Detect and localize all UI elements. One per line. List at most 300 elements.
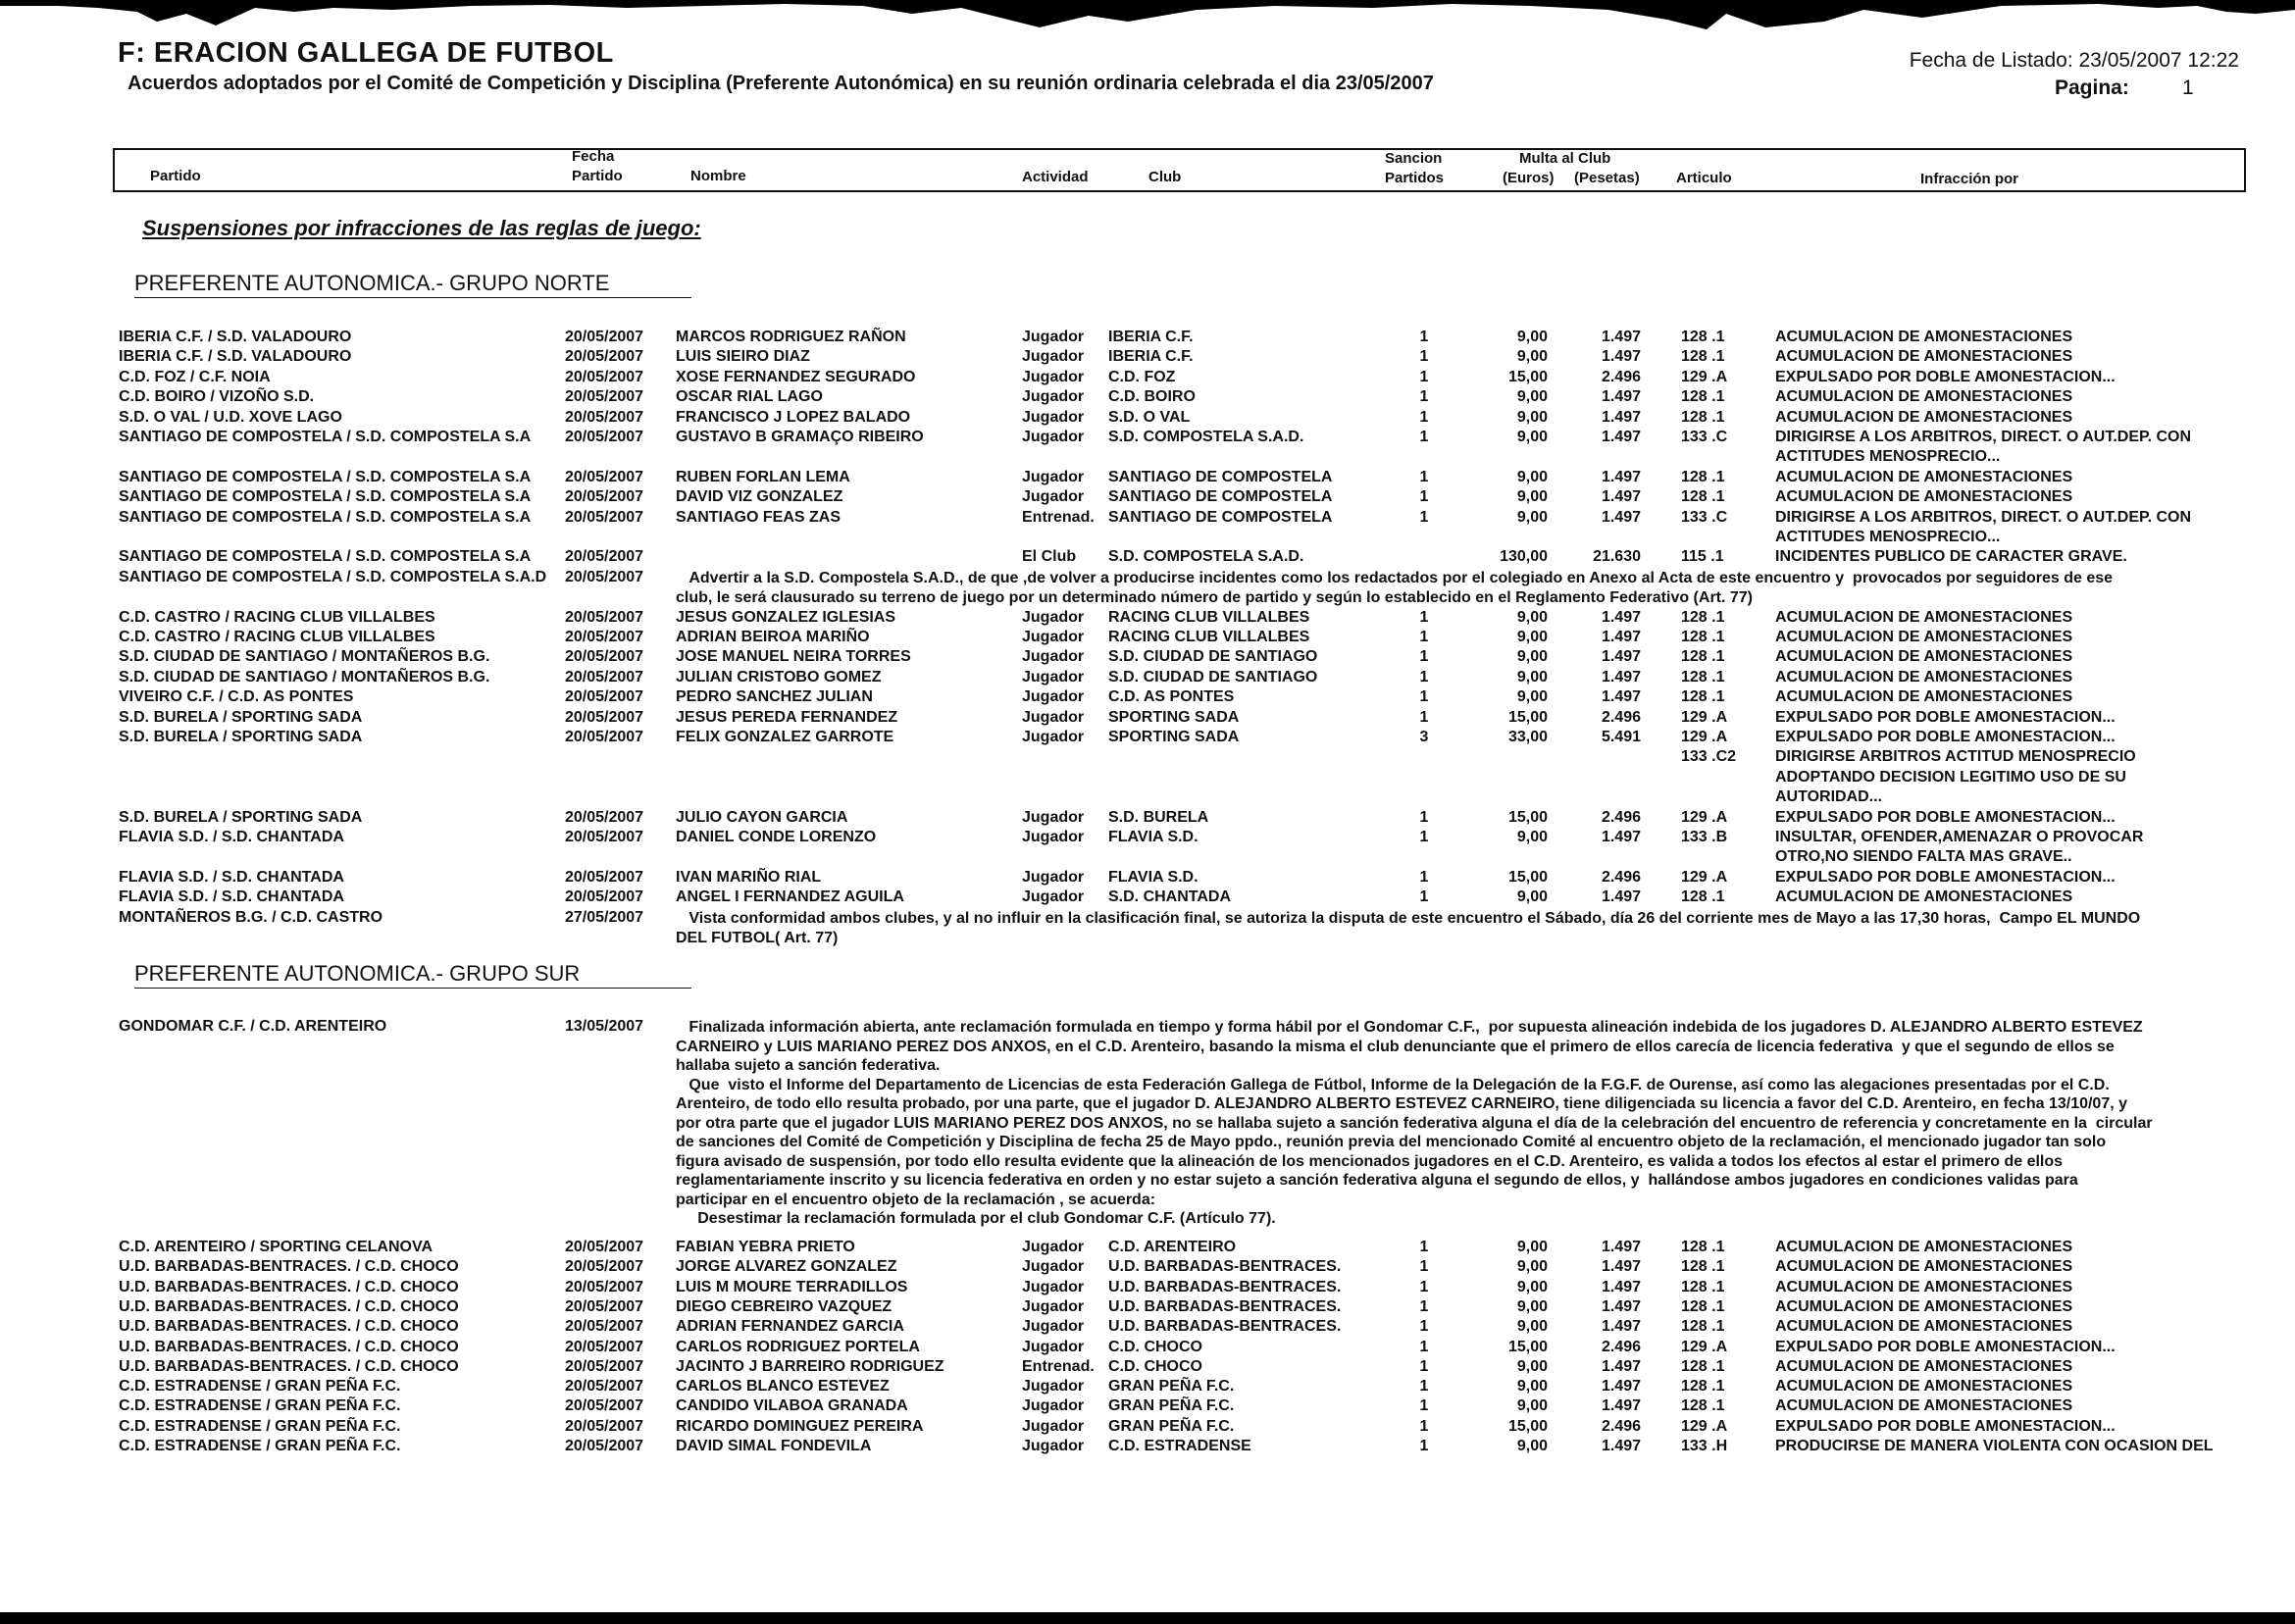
cell-articulo: 128 .1: [1681, 668, 1725, 685]
table-row: [0, 408, 2295, 428]
cell-infraccion: ACUMULACION DE AMONESTACIONES: [1775, 388, 2073, 406]
cell-fecha: 27/05/2007: [565, 908, 644, 926]
cell-partido: U.D. BARBADAS-BENTRACES. / C.D. CHOCO: [119, 1258, 459, 1276]
cell-pesetas: 1.497: [1601, 1297, 1641, 1315]
cell-pesetas: 1.497: [1601, 1378, 1641, 1396]
cell-infraccion: ACUMULACION DE AMONESTACIONES: [1775, 468, 2073, 485]
cell-nombre: LUIS SIEIRO DIAZ: [676, 348, 810, 366]
col-fecha-line1: Fecha: [572, 148, 615, 165]
cell-sancion: 1: [1419, 408, 1429, 426]
cell-articulo: 133 .C2: [1681, 748, 1737, 766]
cell-actividad: Jugador: [1022, 329, 1085, 345]
group-heading-norte: PREFERENTE AUTONOMICA.- GRUPO NORTE: [134, 271, 691, 298]
cell-euros: 9,00: [1516, 1318, 1548, 1336]
cell-partido: C.D. ESTRADENSE / GRAN PEÑA F.C.: [119, 1378, 401, 1396]
cell-euros: 9,00: [1516, 429, 1548, 445]
cell-euros: 9,00: [1516, 348, 1548, 366]
cell-club: S.D. CHANTADA: [1108, 888, 1232, 906]
cell-pesetas: 21.630: [1593, 548, 1641, 566]
table-row: [0, 1417, 2295, 1437]
table-row-continuation: [0, 787, 2295, 807]
cell-infraccion: EXPULSADO POR DOBLE AMONESTACION...: [1775, 868, 2116, 886]
cell-actividad: Entrenad.: [1022, 508, 1095, 526]
cell-infraccion: EXPULSADO POR DOBLE AMONESTACION...: [1775, 729, 2116, 745]
cell-club: RACING CLUB VILLALBES: [1108, 629, 1310, 645]
cell-partido: IBERIA C.F. / S.D. VALADOURO: [119, 329, 352, 345]
cell-sancion: 1: [1419, 1318, 1429, 1336]
cell-partido: C.D. ESTRADENSE / GRAN PEÑA F.C.: [119, 1397, 401, 1415]
cell-club: FLAVIA S.D.: [1108, 829, 1198, 845]
cell-euros: 9,00: [1516, 1297, 1548, 1315]
table-row-continuation: [0, 747, 2295, 767]
cell-fecha: 20/05/2007: [565, 548, 644, 566]
cell-nombre: JULIO CAYON GARCIA: [676, 808, 848, 826]
cell-sancion: 1: [1419, 1357, 1429, 1375]
cell-nombre: JOSE MANUEL NEIRA TORRES: [676, 648, 911, 666]
cell-club: RACING CLUB VILLALBES: [1108, 608, 1310, 626]
cell-euros: 130,00: [1500, 548, 1548, 566]
cell-actividad: Jugador: [1022, 1438, 1085, 1454]
cell-articulo: 128 .1: [1681, 1239, 1725, 1255]
cell-infraccion: ACUMULACION DE AMONESTACIONES: [1775, 1297, 2073, 1315]
cell-pesetas: 1.497: [1601, 648, 1641, 666]
col-nombre: Nombre: [690, 168, 746, 184]
cell-euros: 15,00: [1507, 1417, 1548, 1435]
table-row: [0, 1437, 2295, 1456]
cell-infraccion: ACUMULACION DE AMONESTACIONES: [1775, 1318, 2073, 1336]
cell-infraccion: DIRIGIRSE A LOS ARBITROS, DIRECT. O AUT.DEP. CON: [1775, 508, 2192, 526]
cell-euros: 9,00: [1516, 648, 1548, 666]
cell-partido: FLAVIA S.D. / S.D. CHANTADA: [119, 829, 344, 845]
cell-fecha: 20/05/2007: [565, 648, 644, 666]
cell-fecha: 20/05/2007: [565, 329, 644, 345]
resolution-note: Vista conformidad ambos clubes, y al no influir en la clasificación final, se autoriza la disputa de este encuentro el Sábado, día 26 del corriente mes de Mayo a las 17,30 horas, Campo EL MUNDO DEL FUTBOL( Art. 77): [676, 909, 2141, 946]
cell-sancion: 1: [1419, 648, 1429, 666]
cell-partido: IBERIA C.F. / S.D. VALADOURO: [119, 348, 352, 366]
cell-articulo: 129 .A: [1681, 1417, 1728, 1435]
cell-fecha: 20/05/2007: [565, 1297, 644, 1315]
col-partido: Partido: [150, 168, 201, 184]
cell-actividad: Jugador: [1022, 668, 1085, 685]
cell-partido: C.D. ESTRADENSE / GRAN PEÑA F.C.: [119, 1438, 401, 1454]
cell-actividad: Jugador: [1022, 688, 1085, 706]
cell-partido: U.D. BARBADAS-BENTRACES. / C.D. CHOCO: [119, 1338, 459, 1355]
cell-articulo: 129 .A: [1681, 368, 1728, 385]
cell-euros: 9,00: [1516, 668, 1548, 685]
cell-pesetas: 1.497: [1601, 888, 1641, 906]
table-row: [0, 1377, 2295, 1396]
cell-actividad: Jugador: [1022, 1338, 1085, 1355]
cell-sancion: 1: [1419, 348, 1429, 366]
cell-articulo: 128 .1: [1681, 888, 1725, 906]
cell-nombre: CARLOS RODRIGUEZ PORTELA: [676, 1338, 920, 1355]
cell-pesetas: 1.497: [1601, 329, 1641, 345]
cell-fecha: 20/05/2007: [565, 629, 644, 645]
cell-club: C.D. CHOCO: [1108, 1357, 1202, 1375]
cell-sancion: 1: [1419, 429, 1429, 445]
cell-nombre: LUIS M MOURE TERRADILLOS: [676, 1278, 908, 1295]
section-title: Suspensiones por infracciones de las reglas de juego:: [142, 216, 701, 240]
cell-club: U.D. BARBADAS-BENTRACES.: [1108, 1278, 1342, 1295]
cell-euros: 9,00: [1516, 1378, 1548, 1396]
table-row: [0, 1257, 2295, 1277]
cell-partido: GONDOMAR C.F. / C.D. ARENTEIRO: [119, 1018, 387, 1035]
cell-infraccion: ACUMULACION DE AMONESTACIONES: [1775, 629, 2073, 645]
cell-nombre: JESUS GONZALEZ IGLESIAS: [676, 608, 896, 626]
table-row: [0, 668, 2295, 687]
cell-actividad: Jugador: [1022, 888, 1085, 906]
cell-nombre: ADRIAN FERNANDEZ GARCIA: [676, 1318, 904, 1336]
cell-euros: 9,00: [1516, 608, 1548, 626]
cell-actividad: Jugador: [1022, 1278, 1085, 1295]
cell-infraccion: DIRIGIRSE ARBITROS ACTITUD MENOSPRECIO: [1775, 748, 2136, 766]
cell-articulo: 128 .1: [1681, 1297, 1725, 1315]
cell-sancion: 1: [1419, 1258, 1429, 1276]
cell-pesetas: 2.496: [1601, 708, 1641, 726]
table-row-continuation: [0, 847, 2295, 867]
cell-infraccion: ACTITUDES MENOSPRECIO...: [1775, 448, 2001, 466]
cell-fecha: 20/05/2007: [565, 888, 644, 906]
cell-nombre: ANGEL I FERNANDEZ AGUILA: [676, 888, 904, 906]
cell-articulo: 128 .1: [1681, 348, 1725, 366]
cell-infraccion: ACUMULACION DE AMONESTACIONES: [1775, 1397, 2073, 1415]
cell-nombre: CARLOS BLANCO ESTEVEZ: [676, 1378, 890, 1396]
cell-nombre: JESUS PEREDA FERNANDEZ: [676, 708, 898, 726]
cell-euros: 9,00: [1516, 1239, 1548, 1255]
col-fecha-line2: Partido: [572, 168, 623, 184]
cell-actividad: Jugador: [1022, 1378, 1085, 1396]
cell-fecha: 20/05/2007: [565, 1357, 644, 1375]
table-row-continuation: [0, 768, 2295, 787]
cell-club: C.D. BOIRO: [1108, 388, 1196, 406]
cell-pesetas: 2.496: [1601, 1417, 1641, 1435]
table-row: [0, 808, 2295, 828]
cell-club: S.D. COMPOSTELA S.A.D.: [1108, 429, 1304, 445]
cell-actividad: Jugador: [1022, 408, 1085, 426]
cell-fecha: 20/05/2007: [565, 1417, 644, 1435]
cell-pesetas: 1.497: [1601, 668, 1641, 685]
cell-actividad: Jugador: [1022, 1239, 1085, 1255]
table-row: [0, 328, 2295, 347]
cell-pesetas: 1.497: [1601, 688, 1641, 706]
cell-club: S.D. CIUDAD DE SANTIAGO: [1108, 668, 1318, 685]
cell-sancion: 3: [1419, 729, 1429, 745]
table-row: [0, 687, 2295, 707]
table-row: [0, 708, 2295, 728]
cell-nombre: SANTIAGO FEAS ZAS: [676, 508, 842, 526]
col-actividad: Actividad: [1022, 169, 1089, 185]
cell-euros: 9,00: [1516, 508, 1548, 526]
cell-articulo: 133 .C: [1681, 429, 1728, 445]
cell-euros: 15,00: [1507, 708, 1548, 726]
table-row: [0, 828, 2295, 847]
cell-articulo: 129 .A: [1681, 708, 1728, 726]
col-club: Club: [1148, 169, 1182, 185]
col-articulo: Articulo: [1676, 170, 1732, 186]
cell-partido: S.D. BURELA / SPORTING SADA: [119, 729, 363, 745]
cell-pesetas: 1.497: [1601, 829, 1641, 845]
cell-euros: 15,00: [1507, 868, 1548, 886]
cell-partido: S.D. O VAL / U.D. XOVE LAGO: [119, 408, 342, 426]
cell-infraccion: EXPULSADO POR DOBLE AMONESTACION...: [1775, 1417, 2116, 1435]
cell-actividad: Jugador: [1022, 868, 1085, 886]
cell-pesetas: 1.497: [1601, 1357, 1641, 1375]
cell-partido: C.D. ESTRADENSE / GRAN PEÑA F.C.: [119, 1417, 401, 1435]
cell-nombre: JORGE ALVAREZ GONZALEZ: [676, 1258, 897, 1276]
cell-euros: 9,00: [1516, 688, 1548, 706]
cell-euros: 9,00: [1516, 388, 1548, 406]
cell-sancion: 1: [1419, 1297, 1429, 1315]
cell-club: FLAVIA S.D.: [1108, 868, 1198, 886]
cell-actividad: Jugador: [1022, 829, 1085, 845]
cell-euros: 15,00: [1507, 808, 1548, 826]
cell-pesetas: 1.497: [1601, 348, 1641, 366]
cell-fecha: 20/05/2007: [565, 608, 644, 626]
cell-infraccion: ACUMULACION DE AMONESTACIONES: [1775, 688, 2073, 706]
cell-euros: 9,00: [1516, 329, 1548, 345]
cell-actividad: Jugador: [1022, 348, 1085, 366]
col-euros: (Euros): [1503, 170, 1555, 186]
table-row: [0, 468, 2295, 487]
cell-euros: 9,00: [1516, 1278, 1548, 1295]
cell-fecha: 20/05/2007: [565, 388, 644, 406]
cell-fecha: 20/05/2007: [565, 1338, 644, 1355]
table-row: [0, 347, 2295, 367]
cell-club: U.D. BARBADAS-BENTRACES.: [1108, 1318, 1342, 1336]
table-row: [0, 628, 2295, 647]
resolution-note: Advertir a la S.D. Compostela S.A.D., de que ,de volver a producirse incidentes como los redactados por el colegiado en Anexo al Acta de este encuentro y provocados por seguidores de ese club, le será clausurado su terreno de juego por un determinado número de partido y según lo establecido en el Reglamento Federativo (Art. 77): [676, 569, 2114, 606]
cell-fecha: 20/05/2007: [565, 729, 644, 745]
cell-club: C.D. CHOCO: [1108, 1338, 1202, 1355]
cell-pesetas: 2.496: [1601, 868, 1641, 886]
cell-pesetas: 2.496: [1601, 1338, 1641, 1355]
cell-infraccion: EXPULSADO POR DOBLE AMONESTACION...: [1775, 1338, 2116, 1355]
cell-partido: FLAVIA S.D. / S.D. CHANTADA: [119, 868, 344, 886]
cell-actividad: Jugador: [1022, 708, 1085, 726]
cell-sancion: 1: [1419, 388, 1429, 406]
cell-sancion: 1: [1419, 1378, 1429, 1396]
cell-articulo: 128 .1: [1681, 648, 1725, 666]
cell-sancion: 1: [1419, 708, 1429, 726]
cell-euros: 9,00: [1516, 1258, 1548, 1276]
cell-club: SPORTING SADA: [1108, 708, 1240, 726]
cell-partido: SANTIAGO DE COMPOSTELA / S.D. COMPOSTELA S.A: [119, 468, 532, 485]
cell-club: C.D. ESTRADENSE: [1108, 1438, 1251, 1454]
cell-articulo: 128 .1: [1681, 1318, 1725, 1336]
cell-articulo: 129 .A: [1681, 729, 1728, 745]
cell-sancion: 1: [1419, 468, 1429, 485]
table-row: [0, 508, 2295, 528]
cell-infraccion: ACUMULACION DE AMONESTACIONES: [1775, 1278, 2073, 1295]
page-number: 1: [2182, 76, 2194, 99]
cell-infraccion: ACUMULACION DE AMONESTACIONES: [1775, 488, 2073, 506]
cell-club: SANTIAGO DE COMPOSTELA: [1108, 468, 1333, 485]
cell-actividad: Jugador: [1022, 1297, 1085, 1315]
cell-infraccion: ACUMULACION DE AMONESTACIONES: [1775, 329, 2073, 345]
table-row: [0, 487, 2295, 507]
cell-club: S.D. O VAL: [1108, 408, 1191, 426]
cell-partido: U.D. BARBADAS-BENTRACES. / C.D. CHOCO: [119, 1278, 459, 1295]
cell-nombre: DIEGO CEBREIRO VAZQUEZ: [676, 1297, 892, 1315]
table-row: [0, 888, 2295, 907]
cell-sancion: 1: [1419, 368, 1429, 385]
cell-infraccion: ACUMULACION DE AMONESTACIONES: [1775, 1357, 2073, 1375]
cell-club: C.D. ARENTEIRO: [1108, 1239, 1237, 1255]
col-sancion-line1: Sancion: [1385, 150, 1443, 167]
page-label: Pagina:: [2055, 76, 2129, 99]
cell-articulo: 129 .A: [1681, 868, 1728, 886]
cell-partido: C.D. BOIRO / VIZOÑO S.D.: [119, 388, 315, 406]
cell-sancion: 1: [1419, 688, 1429, 706]
cell-sancion: 1: [1419, 1417, 1429, 1435]
cell-nombre: ADRIAN BEIROA MARIÑO: [676, 629, 870, 645]
cell-sancion: 1: [1419, 488, 1429, 506]
cell-fecha: 20/05/2007: [565, 568, 644, 585]
cell-partido: C.D. CASTRO / RACING CLUB VILLALBES: [119, 629, 435, 645]
cell-club: S.D. CIUDAD DE SANTIAGO: [1108, 648, 1318, 666]
cell-nombre: DAVID SIMAL FONDEVILA: [676, 1438, 872, 1454]
cell-club: U.D. BARBADAS-BENTRACES.: [1108, 1258, 1342, 1276]
cell-infraccion: ACUMULACION DE AMONESTACIONES: [1775, 648, 2073, 666]
cell-euros: 9,00: [1516, 488, 1548, 506]
table-row: [0, 1317, 2295, 1337]
cell-fecha: 13/05/2007: [565, 1018, 644, 1035]
cell-pesetas: 1.497: [1601, 429, 1641, 445]
cell-articulo: 128 .1: [1681, 408, 1725, 426]
cell-infraccion: EXPULSADO POR DOBLE AMONESTACION...: [1775, 708, 2116, 726]
cell-pesetas: 2.496: [1601, 368, 1641, 385]
cell-fecha: 20/05/2007: [565, 1278, 644, 1295]
cell-euros: 15,00: [1507, 1338, 1548, 1355]
cell-nombre: RUBEN FORLAN LEMA: [676, 468, 850, 485]
cell-articulo: 133 .B: [1681, 829, 1728, 845]
cell-actividad: Jugador: [1022, 468, 1085, 485]
cell-articulo: 129 .A: [1681, 1338, 1728, 1355]
cell-pesetas: 1.497: [1601, 1438, 1641, 1454]
cell-partido: FLAVIA S.D. / S.D. CHANTADA: [119, 888, 344, 906]
cell-infraccion: ADOPTANDO DECISION LEGITIMO USO DE SU: [1775, 768, 2126, 786]
cell-pesetas: 1.497: [1601, 388, 1641, 406]
cell-articulo: 129 .A: [1681, 808, 1728, 826]
cell-infraccion: ACTITUDES MENOSPRECIO...: [1775, 529, 2001, 545]
cell-nombre: DAVID VIZ GONZALEZ: [676, 488, 843, 506]
cell-partido: S.D. CIUDAD DE SANTIAGO / MONTAÑEROS B.G.: [119, 648, 490, 666]
cell-fecha: 20/05/2007: [565, 829, 644, 845]
table-row: [0, 1297, 2295, 1317]
cell-actividad: El Club: [1022, 548, 1077, 566]
cell-pesetas: 1.497: [1601, 1258, 1641, 1276]
cell-fecha: 20/05/2007: [565, 688, 644, 706]
cell-club: SANTIAGO DE COMPOSTELA: [1108, 488, 1333, 506]
cell-club: S.D. COMPOSTELA S.A.D.: [1108, 548, 1304, 566]
cell-fecha: 20/05/2007: [565, 1397, 644, 1415]
cell-pesetas: 1.497: [1601, 1397, 1641, 1415]
cell-articulo: 128 .1: [1681, 1378, 1725, 1396]
cell-actividad: Jugador: [1022, 368, 1085, 385]
cell-nombre: FABIAN YEBRA PRIETO: [676, 1239, 855, 1255]
cell-infraccion: PRODUCIRSE DE MANERA VIOLENTA CON OCASION DEL: [1775, 1438, 2214, 1454]
cell-pesetas: 2.496: [1601, 808, 1641, 826]
cell-pesetas: 1.497: [1601, 488, 1641, 506]
table-row: [0, 387, 2295, 407]
cell-articulo: 128 .1: [1681, 388, 1725, 406]
cell-euros: 9,00: [1516, 1438, 1548, 1454]
cell-fecha: 20/05/2007: [565, 508, 644, 526]
cell-partido: VIVEIRO C.F. / C.D. AS PONTES: [119, 688, 354, 706]
cell-sancion: 1: [1419, 1239, 1429, 1255]
cell-club: SPORTING SADA: [1108, 729, 1240, 745]
resolution-note: Finalizada información abierta, ante reclamación formulada en tiempo y forma hábil por el Gondomar C.F., por supuesta alineación indebida de los jugadores D. ALEJANDRO ALBERTO ESTEVEZ CARNEIRO y LUIS MARIANO PEREZ DOS ANXOS, en el C.D. Arenteiro, basando la misma el club denunciante que el primero de ellos carecía de licencia federativa y que el segundo de ellos se hallaba sujeto a sanción federativa. Que visto el Informe del Departamento de Licencias de esta Federación Gallega de Fútbol, Informe de la Delegación de la F.G.F. de Ourense, así como las alegaciones presentadas por el C.D. Arenteiro, de todo ello resulta probado, por una parte, que el jugador D. ALEJANDRO ALBERTO ESTEVEZ CARNEIRO, tiene diligenciada su licencia a favor del C.D. Arenteiro, en fecha 13/10/07, y por otra parte que el jugador LUIS MARIANO PEREZ DOS ANXOS, no se hallaba sujeto a sanción federativa alguna el día de la celebración del encuentro de referencia y concretamente en la circular de sanciones del Comité de Competición y Disciplina de fecha 25 de Mayo ppdo., reunión previa del mencionado Comité al encuentro objeto de la reclamación, el mencionado jugador tan solo figura avisado de suspensión, por todo ello resulta evidente que la alineación de los mencionados jugadores en el C.D. Arenteiro, es valida a todos los efectos al estar el primero de ellos reglamentariamente inscrito y su licencia federativa en orden y no estar sujeto a sanción federativa alguna el segundo de ellos, y hallándose ambos jugadores en condiciones validas para participar en el encuentro objeto de la reclamación , se acuerda: Desestimar la reclamación formulada por el club Gondomar C.F. (Artículo 77).: [676, 1019, 2153, 1227]
cell-fecha: 20/05/2007: [565, 1318, 644, 1336]
cell-sancion: 1: [1419, 508, 1429, 526]
cell-euros: 9,00: [1516, 629, 1548, 645]
cell-articulo: 133 .H: [1681, 1438, 1728, 1454]
cell-nombre: JACINTO J BARREIRO RODRIGUEZ: [676, 1357, 944, 1375]
cell-nombre: MARCOS RODRIGUEZ RAÑON: [676, 329, 906, 345]
listing-date: Fecha de Listado: 23/05/2007 12:22: [1909, 49, 2239, 72]
cell-nombre: CANDIDO VILABOA GRANADA: [676, 1397, 908, 1415]
cell-partido: S.D. BURELA / SPORTING SADA: [119, 808, 363, 826]
cell-fecha: 20/05/2007: [565, 1258, 644, 1276]
cell-infraccion: ACUMULACION DE AMONESTACIONES: [1775, 1378, 2073, 1396]
cell-articulo: 128 .1: [1681, 329, 1725, 345]
cell-partido: C.D. ARENTEIRO / SPORTING CELANOVA: [119, 1239, 434, 1255]
cell-nombre: XOSE FERNANDEZ SEGURADO: [676, 368, 916, 385]
cell-fecha: 20/05/2007: [565, 368, 644, 385]
cell-actividad: Jugador: [1022, 629, 1085, 645]
cell-club: SANTIAGO DE COMPOSTELA: [1108, 508, 1333, 526]
cell-actividad: Jugador: [1022, 388, 1085, 406]
cell-partido: SANTIAGO DE COMPOSTELA / S.D. COMPOSTELA S.A: [119, 508, 532, 526]
cell-partido: U.D. BARBADAS-BENTRACES. / C.D. CHOCO: [119, 1357, 459, 1375]
cell-sancion: 1: [1419, 608, 1429, 626]
cell-infraccion: ACUMULACION DE AMONESTACIONES: [1775, 408, 2073, 426]
cell-infraccion: EXPULSADO POR DOBLE AMONESTACION...: [1775, 368, 2116, 385]
cell-articulo: 128 .1: [1681, 688, 1725, 706]
cell-actividad: Jugador: [1022, 1318, 1085, 1336]
cell-club: IBERIA C.F.: [1108, 348, 1194, 366]
cell-articulo: 133 .C: [1681, 508, 1728, 526]
cell-actividad: Entrenad.: [1022, 1357, 1095, 1375]
cell-nombre: GUSTAVO B GRAMAÇO RIBEIRO: [676, 429, 924, 445]
cell-articulo: 128 .1: [1681, 1397, 1725, 1415]
cell-fecha: 20/05/2007: [565, 1438, 644, 1454]
cell-nombre: PEDRO SANCHEZ JULIAN: [676, 688, 873, 706]
table-row-continuation: [0, 528, 2295, 547]
cell-articulo: 128 .1: [1681, 468, 1725, 485]
cell-club: GRAN PEÑA F.C.: [1108, 1417, 1235, 1435]
cell-articulo: 115 .1: [1681, 548, 1724, 566]
cell-infraccion: ACUMULACION DE AMONESTACIONES: [1775, 668, 2073, 685]
cell-euros: 33,00: [1507, 729, 1548, 745]
table-row: [0, 868, 2295, 888]
cell-partido: U.D. BARBADAS-BENTRACES. / C.D. CHOCO: [119, 1318, 459, 1336]
cell-club: U.D. BARBADAS-BENTRACES.: [1108, 1297, 1342, 1315]
cell-partido: S.D. BURELA / SPORTING SADA: [119, 708, 363, 726]
cell-articulo: 128 .1: [1681, 608, 1725, 626]
cell-pesetas: 1.497: [1601, 629, 1641, 645]
cell-nombre: FRANCISCO J LOPEZ BALADO: [676, 408, 911, 426]
cell-infraccion: INSULTAR, OFENDER,AMENAZAR O PROVOCAR: [1775, 829, 2144, 845]
col-multa: Multa al Club: [1519, 150, 1611, 167]
table-row: [0, 428, 2295, 447]
cell-fecha: 20/05/2007: [565, 468, 644, 485]
cell-fecha: 20/05/2007: [565, 1239, 644, 1255]
cell-euros: 15,00: [1507, 368, 1548, 385]
cell-euros: 9,00: [1516, 1397, 1548, 1415]
cell-sancion: 1: [1419, 329, 1429, 345]
cell-infraccion: ACUMULACION DE AMONESTACIONES: [1775, 1239, 2073, 1255]
